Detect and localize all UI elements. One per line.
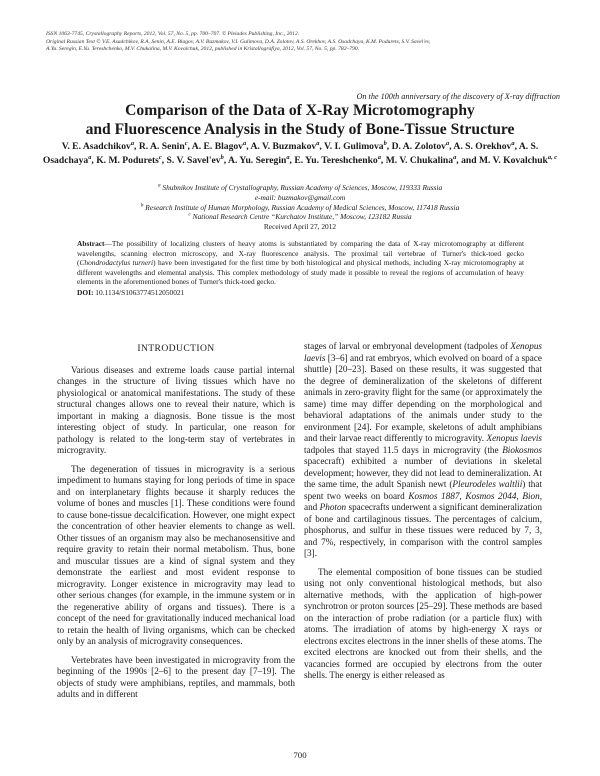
spacecraft-name: Photon [319, 502, 347, 512]
header-line-original: Original Russian Text © V.E. Asadchikov, R.A. Senin, A.E. Blagov, A.V. Buzmakov, V.I. Gulimova, D.A. Zolotov, A.S. Orekhov, A.S. Osadchaya, K.M. Podurets, S.V. Savel'ev, [46, 38, 431, 45]
abstract-body [77, 239, 524, 287]
author-affiliation-mark: a [286, 153, 290, 161]
right-column [304, 341, 542, 682]
spacecraft-name: Biokosmos [502, 444, 542, 455]
affiliation-a [40, 183, 560, 193]
author-affiliation-mark: a [316, 139, 320, 147]
spacecraft-name: Kosmos 2044 [465, 490, 517, 501]
author-affiliation-mark: a [511, 139, 515, 147]
affiliation-text: National Research Centre “Kurchatov Institute,” Moscow, 123182 Russia [190, 212, 412, 222]
author-list [40, 140, 560, 167]
received-date: Received April 27, 2012 [263, 222, 337, 232]
author-affiliation-mark: a [88, 153, 92, 161]
text-run: ) that spent two weeks on board [304, 479, 542, 501]
author-affiliation-mark: b [383, 139, 387, 147]
paragraph [304, 341, 542, 560]
author-name: , A. S. Osadchaya [42, 141, 539, 166]
doi-label: DOI: [77, 287, 94, 297]
text-run: stages of larval or embryonal development (tadpoles of [304, 341, 511, 351]
text-run: tadpoles that stayed 11.5 days in microgravity (the [304, 444, 503, 455]
affiliation-b [40, 203, 560, 213]
author-affiliation-mark: a [445, 139, 450, 147]
author-affiliation-mark: a, c [547, 153, 558, 161]
abstract [77, 239, 524, 297]
affiliations [40, 183, 560, 232]
spacecraft-name: Kosmos 1887 [408, 490, 460, 501]
affiliation-mark: b [140, 202, 144, 209]
author-affiliation-mark: c [184, 139, 188, 147]
affiliation-mark: c [188, 211, 191, 218]
paper-title [40, 101, 560, 139]
paragraph: Various diseases and extreme loads cause partial internal changes in the structure of living tissues which have no physiological or anatomical manifestations. The study of these structural changes allows one to reveal their nature, which is important in making a diagnosis. Bone tissue is the most interesting object of study. In particular, one reason for pathology is related to the long-term stay of vertebrates in microgravity. [57, 364, 295, 455]
left-column [57, 341, 295, 701]
author-name: , and M. V. Kovalchuk [456, 154, 548, 166]
author-name: , A. Yu. Seregin [223, 154, 287, 166]
abstract-text: —The possibility of localizing clusters of heavy atoms is substantiated by comparing the data of X-ray microtomography at different wavelengths, scanning electron microscopy, and X-ray fluorescence analysis. The proximal tail vertebrae of Turner's thick-toed gecko ( [77, 239, 524, 267]
author-name: , E. Yu. Tereshchenko [289, 154, 378, 166]
abstract-text: ) have been investigated for the first time by both histological and physical methods, including X-ray microtomography at different wavelengths and elemental analysis. This complex methodology of study made it possible to reveal the regions of accumulation of heavy elements in the aforementioned bones of Turner's thick-toed gecko. [77, 258, 524, 286]
abstract-label: Abstract [77, 239, 105, 248]
header-line-issn: ISSN 1063-7745, Crystallography Reports, 2012, Vol. 57, No. 5, pp. 700–707. © Pleiades Publishing, Inc., 2012. [46, 31, 300, 37]
doi-link[interactable]: 10.1134/S1063774512050021 [93, 287, 185, 297]
text-run: , and [304, 490, 543, 512]
author-name: , A. E. Blagov [187, 141, 243, 152]
species-name: Xenopus laevis [304, 341, 542, 363]
affiliation-text: Research Institute of Human Morphology, Russian Academy of Medical Sciences, Moscow, 117418 Russia [143, 202, 460, 212]
species-name: Chondrodactylus turneri [79, 258, 154, 267]
text-run: [3–6] and rat embryos, which evolved on board of a space shuttle) [20–23]. Based on these results, it was suggested that the degree of demineralization of the skeletons of different animals in zero-gravity flight for the same (or approximately the same) time may differ depending on the morphological and behavioral adaptations of the animals under study to the environment [24]. For example, skeletons of adult amphibians and their larvae react differently to microgravity. [304, 352, 542, 443]
author-affiliation-mark: a [377, 153, 381, 161]
text-run: spacecrafts underwent a significant demineralization of bone and cartilaginous tissues. The percentages of calcium, phosphorus, and sulfur in these tissues were reduced by 7, 3, and 7%, respectively, in comparison with the control samples [3]. [304, 502, 542, 558]
author-name: , A. V. Buzmakov [246, 141, 317, 152]
author-affiliation-mark: a [453, 153, 457, 161]
section-heading: INTRODUCTION [137, 343, 215, 354]
text-run: , [459, 490, 466, 501]
author-name: , M. V. Chukalina [380, 154, 454, 166]
author-name: , A. S. Orekhov [449, 141, 512, 152]
author-affiliation-mark: a [242, 139, 247, 147]
author-name: , S. V. Savel'ev [161, 154, 221, 166]
title-line-1: Comparison of the Data of X-Ray Microtomography [125, 102, 475, 119]
author-affiliation-mark: b [220, 153, 224, 161]
author-name: , R. A. Senin [134, 141, 185, 152]
affiliation-mark: a [157, 182, 161, 189]
author-name: , K. M. Podurets [91, 154, 159, 166]
author-name: V. E. Asadchikov [61, 141, 131, 152]
paragraph: The elemental composition of bone tissues can be studied using not only conventional histological methods, but also alternative methods, with the application of high-power synchrotron or proton sources [25–29]. These methods are based on the interaction of probe radiation (or a particle flux) with atoms. The irradiation of atoms by high-energy X rays or electrons excites electrons in the inner shells of these atoms. The excited electrons are knocked out from their shells, and the vacancies formed are occupied by electrons from the outer shells. The energy is either released as [304, 566, 542, 680]
spacecraft-name: Bion [522, 490, 540, 501]
header-line-published: A.Yu. Seregin, E.Yu. Tereshchenko, M.V. Chukalina, M.V. Kovalchuk, 2012, published in Kristallografiya, 2012, Vol. 57, No. 5, pp. 782–790. [46, 46, 360, 53]
author-name: , D. A. Zolotov [386, 141, 446, 152]
affiliation-text: Shubnikov Institute of Crystallography, Russian Academy of Sciences, Moscow, 119333 Russia [160, 183, 443, 192]
dedication: On the 100th anniversary of the discovery of X-ray diffraction [356, 92, 560, 101]
page-number: 700 [293, 750, 307, 760]
species-name: Xenopus laevis [486, 433, 542, 443]
text-run: , [516, 490, 523, 501]
species-name: Pleurodeles waltlii [452, 479, 523, 489]
author-affiliation-mark: a [130, 139, 135, 147]
author-name: , V. I. Gulimova [319, 141, 384, 152]
paragraph: The degeneration of tissues in microgravity is a serious impediment to humans staying for long periods of time in space and on interplanetary flights because it sharply reduces the volume of bones and muscles [1]. These conditions were found to cause bone-tissue decalcification. However, one might expect the concentration of other heavier elements to change as well. Other tissues of an organism may also be mechanosensitive and require gravity to retain their normal metabolism. Thus, bone and muscular tissues are a kind of signal system and they demonstrate the earliest and most evident response to microgravity. Longer existence in microgravity may lead to other serious changes (for example, in the immune system or in the regenerative ability of organs and tissues). There is a concept of the need for gravitationally induced mechanical load to retain the health of living organisms, which can be checked only by an analysis of microgravity consequences. [57, 463, 295, 646]
journal-header [46, 31, 561, 54]
title-line-2: and Fluorescence Analysis in the Study of Bone-Tissue Structure [85, 121, 515, 138]
affiliation-c [40, 212, 560, 222]
text-run: spacecraft) exhibited a number of deviations in skeletal development; however, they did not lead to demineralization. At the same time, the adult Spanish newt ( [304, 456, 542, 489]
doi-line [77, 288, 524, 298]
author-affiliation-mark: c [158, 153, 162, 161]
paragraph: Vertebrates have been investigated in microgravity from the beginning of the 1990s [2–6] to the present day [7–19]. The objects of study were amphibians, reptiles, and mammals, both adults and in different [57, 654, 295, 699]
contact-email: e-mail: buzmakov@gmail.com [254, 192, 346, 202]
